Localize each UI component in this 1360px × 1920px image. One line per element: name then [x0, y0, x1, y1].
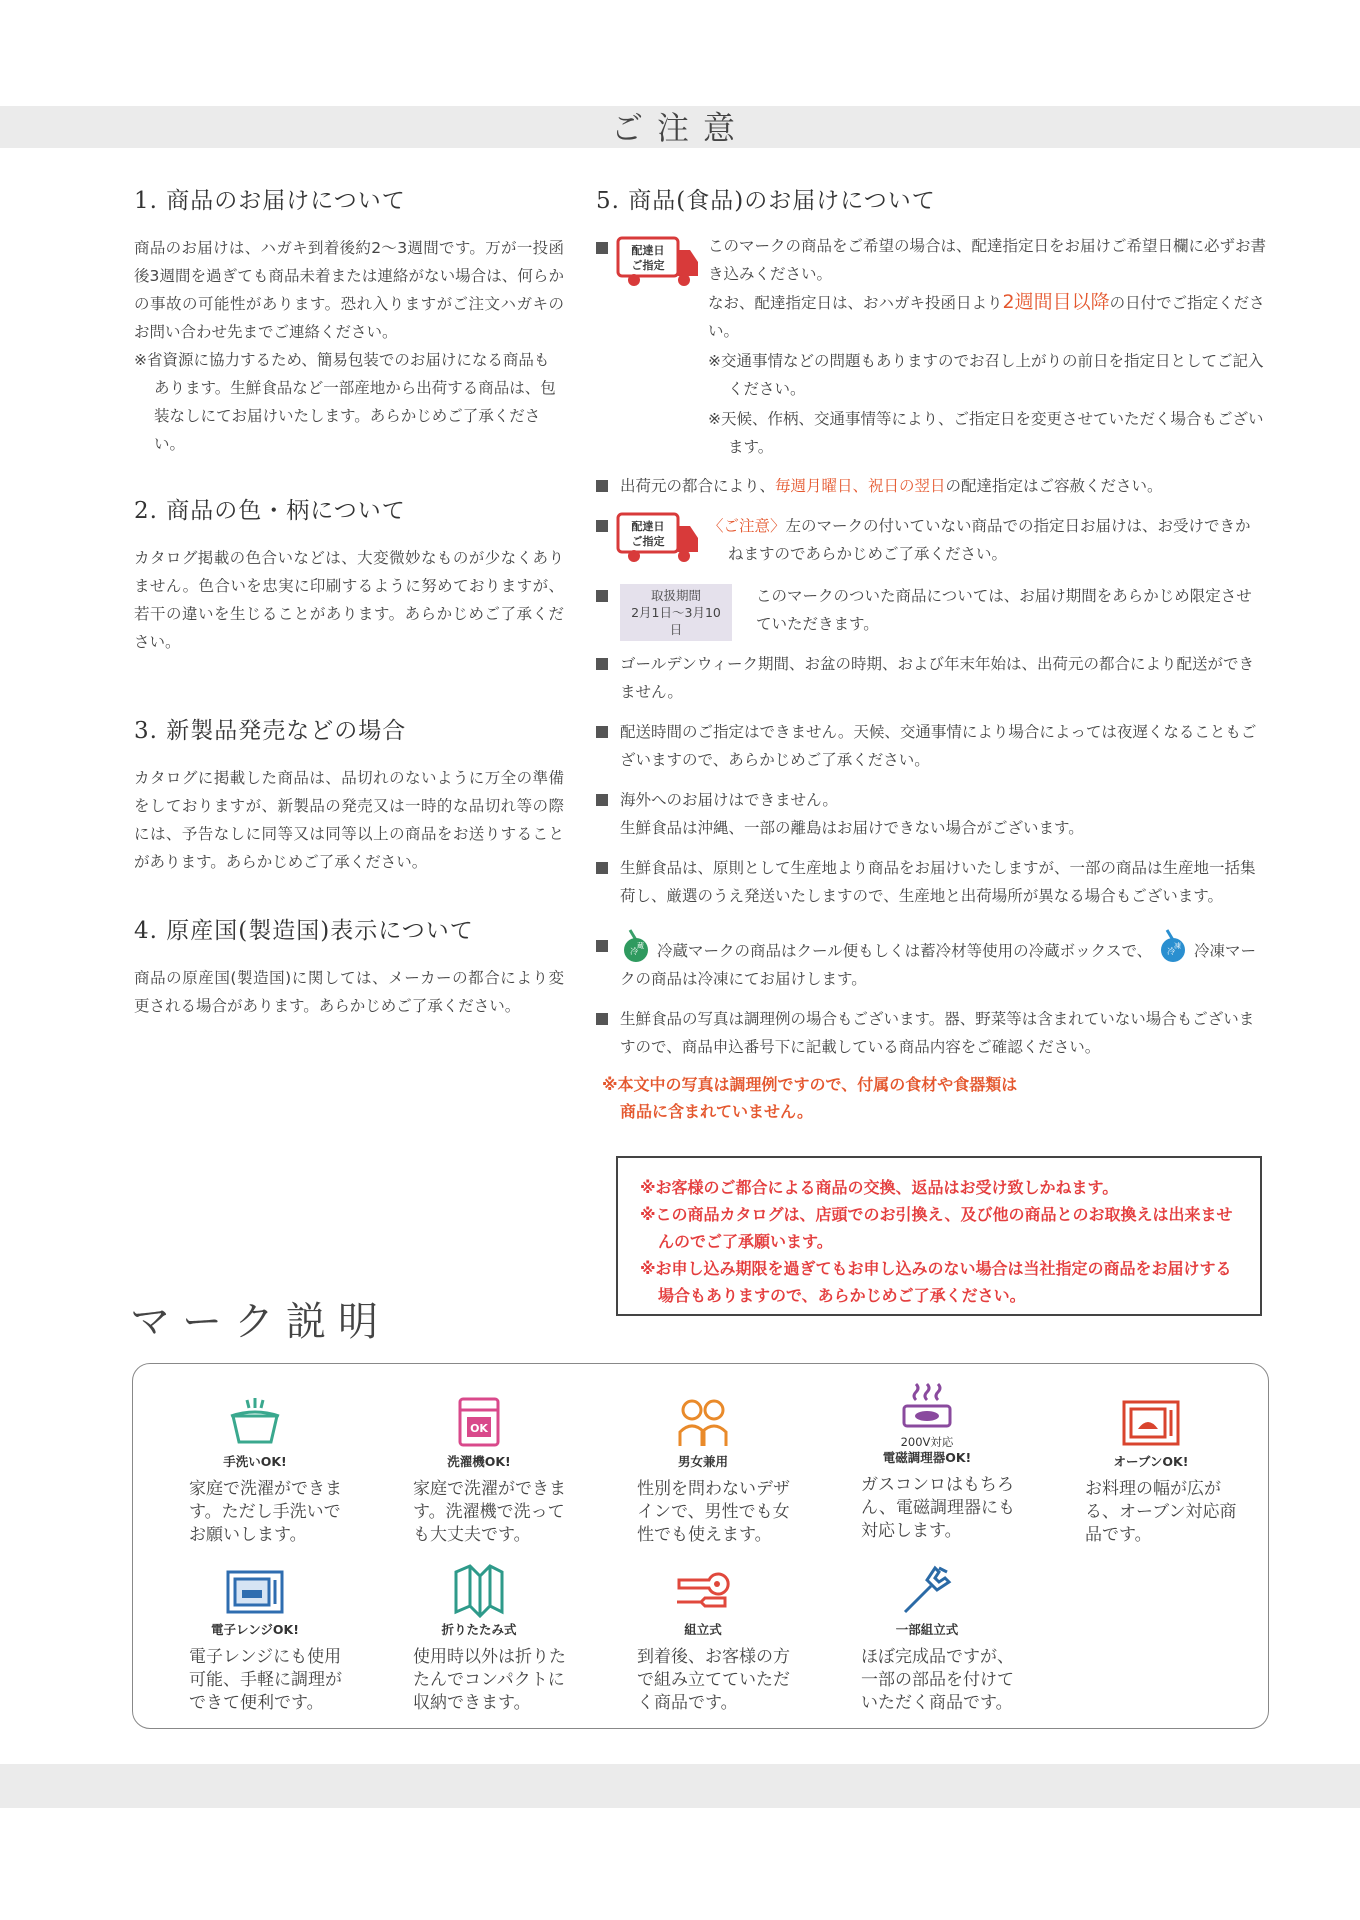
- bullet-square: [596, 726, 608, 738]
- shipping-restriction-item: [596, 472, 1266, 500]
- bullet-square: [596, 480, 608, 492]
- period-limit-item: [596, 582, 1266, 638]
- svg-text:配達日: 配達日: [631, 244, 665, 257]
- period-badge: [620, 584, 732, 641]
- section-origin: [134, 916, 564, 1020]
- item-text-part: の配達指定はご容赦ください。: [945, 477, 1163, 495]
- mark-sub: 200V対応: [900, 1435, 954, 1449]
- item-text: 海外へのお届けはできません。: [620, 791, 838, 809]
- svg-text:蔵: 蔵: [637, 942, 644, 950]
- period-badge-dates: 2月1日～3月10日: [631, 605, 721, 637]
- svg-text:ご指定: ご指定: [631, 535, 665, 548]
- right-column: [596, 186, 1266, 1125]
- section-body: 商品の原産国(製造国)に関しては、メーカーの都合により変更される場合があります。あらかじめご了承ください。: [134, 969, 564, 1015]
- frozen-icon: [1157, 928, 1189, 964]
- warning-line: ※この商品カタログは、店頭でのお引換え、及び他の商品とのお取換えは出来ませんのでご了承願います。: [640, 1205, 1233, 1251]
- mark-name: 洗濯機OK!: [447, 1454, 511, 1469]
- unisex-icon: [676, 1396, 730, 1450]
- mark-name: 電子レンジOK!: [211, 1622, 299, 1637]
- bullet-square: [596, 520, 608, 532]
- item-text-part: なお、配達指定日は、おハガキ投函日より: [708, 294, 1003, 312]
- section-heading-food: 5. 商品(食品)のお届けについて: [596, 188, 936, 214]
- marks-box: [132, 1363, 1269, 1729]
- mark-hand-wash: [155, 1396, 355, 1547]
- page-title: ご注意: [610, 109, 749, 147]
- item-text-part: 冷蔵マークの商品はクール便もしくは蓄冷材等使用の冷蔵ボックスで、: [656, 942, 1153, 960]
- item-text: このマークのついた商品については、お届け期間をあらかじめ限定させていただきます。: [756, 587, 1252, 633]
- delivery-date-item: [596, 232, 1266, 464]
- overseas-item: [596, 786, 1266, 842]
- item-text: 生鮮食品は、原則として生産地より商品をお届けいたしますが、一部の商品は生産地一括集荷し、厳選のうえ発送いたしますので、生産地と出荷場所が異なる場合もございます。: [620, 859, 1256, 905]
- photo-note: [596, 1071, 1266, 1125]
- no-mark-item: [596, 512, 1266, 570]
- folding-icon: [452, 1562, 506, 1618]
- fresh-food-item: [596, 854, 1266, 910]
- bullet-square: [596, 794, 608, 806]
- delivery-time-item: [596, 718, 1266, 774]
- photo-note-line: 商品に含まれていません。: [620, 1102, 813, 1121]
- section-heading: 1. 商品のお届けについて: [134, 188, 406, 214]
- item-text: このマークの商品をご希望の場合は、配達指定日をお届けご希望日欄に必ずお書き込みください。: [708, 237, 1267, 283]
- item-text: 生鮮食品は沖縄、一部の離島はお届けできない場合がございます。: [620, 819, 1084, 837]
- svg-text:冷: 冷: [1167, 947, 1176, 956]
- svg-text:OK: OK: [470, 1422, 488, 1435]
- item-text-part: 冷凍マークの商品は冷凍にてお届けします。: [620, 942, 1257, 988]
- mark-name: 一部組立式: [895, 1622, 959, 1637]
- item-text-part: 左のマークの付いていない商品での指定日お届けは、お受けできかねますのであらかじめご了承ください。: [728, 517, 1251, 563]
- highlight-text: 毎週月曜日、祝日の翌日: [775, 477, 946, 495]
- section-delivery: [134, 186, 564, 458]
- partial-assembly-icon: [899, 1562, 955, 1618]
- warning-box: [616, 1156, 1262, 1316]
- mark-oven: [1051, 1396, 1251, 1547]
- bullet-square: [596, 862, 608, 874]
- induction-cooker-icon: [900, 1380, 954, 1430]
- mark-washing-machine: [379, 1396, 579, 1547]
- mark-assembly: [603, 1564, 803, 1715]
- item-text: 生鮮食品の写真は調理例の場合もございます。器、野菜等は含まれていない場合もございますので、商品申込番号下に記載している商品内容をご確認ください。: [620, 1010, 1255, 1056]
- mark-folding: [379, 1562, 579, 1715]
- mark-name: 折りたたみ式: [441, 1622, 517, 1637]
- section-body: カタログ掲載の色合いなどは、大変微妙なものが少なくありません。色合いを忠実に印刷するように努めておりますが、若干の違いを生じることがあります。あらかじめご了承ください。: [134, 549, 564, 651]
- footer-band: [0, 1764, 1360, 1808]
- mark-desc: 家庭で洗濯ができます。ただし手洗いでお願いします。: [189, 1479, 342, 1545]
- section-heading: 2. 商品の色・柄について: [134, 498, 406, 524]
- photo-note-line: ※本文中の写真は調理例ですので、付属の食材や食器類は: [602, 1075, 1018, 1094]
- bullet-square: [596, 1013, 608, 1025]
- section-body: 商品のお届けは、ハガキ到着後約2～3週間です。万が一投函後3週間を過ぎても商品未着または連絡がない場合は、何らかの事故の可能性があります。恐れ入りますがご注文ハガキのお問い合わせ先までご連絡ください。: [134, 239, 564, 341]
- section-new-products: [134, 716, 564, 876]
- item-text: [708, 512, 1266, 568]
- item-text: ゴールデンウィーク期間、お盆の時期、および年末年始は、出荷元の都合により配送ができません。: [620, 655, 1254, 701]
- delivery-truck-icon: [616, 512, 702, 564]
- holiday-item: [596, 650, 1266, 706]
- bullet-square: [596, 940, 608, 952]
- mark-desc: お料理の幅が広がる、オーブン対応商品です。: [1085, 1479, 1237, 1545]
- period-badge-label: 取扱期間: [650, 588, 701, 603]
- svg-text:配達日: 配達日: [631, 520, 665, 533]
- mark-desc: 電子レンジにも使用可能、手軽に調理ができて便利です。: [189, 1647, 342, 1713]
- mark-partial-assembly: [827, 1562, 1027, 1715]
- item-text: [620, 928, 1266, 993]
- mark-desc: ガスコンロはもちろん、電磁調理器にも対応します。: [861, 1475, 1016, 1541]
- microwave-icon: [225, 1568, 285, 1618]
- bullet-square: [596, 590, 608, 602]
- mark-name: 組立式: [684, 1622, 722, 1637]
- washing-machine-icon: [457, 1396, 501, 1450]
- section-heading: 3. 新製品発売などの場合: [134, 718, 407, 744]
- mark-desc: 到着後、お客様の方で組み立てていただく商品です。: [637, 1647, 790, 1713]
- mark-induction: [827, 1380, 1027, 1543]
- left-column: [134, 186, 564, 1050]
- mark-unisex: [603, 1396, 803, 1547]
- mark-name: オーブンOK!: [1113, 1454, 1189, 1469]
- warning-line: ※お客様のご都合による商品の交換、返品はお受け致しかねます。: [640, 1178, 1119, 1197]
- warning-line: ※お申し込み期限を過ぎてもお申し込みのない場合は当社指定の商品をお届けする場合もありますので、あらかじめご了承ください。: [640, 1259, 1232, 1305]
- svg-text:凍: 凍: [1174, 942, 1182, 950]
- item-note: ※交通事情などの問題もありますのでお召し上がりの前日を指定日としてご記入ください。: [708, 352, 1264, 398]
- section-color: [134, 496, 564, 656]
- mark-name: 手洗いOK!: [223, 1454, 287, 1469]
- assembly-icon: [673, 1564, 733, 1618]
- refrigerated-icon: [620, 928, 652, 964]
- item-text: [708, 288, 1266, 345]
- marks-title: マーク説明: [130, 1299, 390, 1345]
- highlight-text: 2週間目以降: [1002, 291, 1110, 313]
- item-note: ※天候、作柄、交通事情等により、ご指定日を変更させていただく場合もございます。: [708, 410, 1264, 456]
- svg-text:ご指定: ご指定: [631, 259, 665, 272]
- mark-desc: 性別を問わないデザインで、男性でも女性でも使えます。: [637, 1479, 790, 1545]
- section-note: ※省資源に協力するため、簡易包装でのお届けになる商品もあります。生鮮食品など一部産地から出荷する商品は、包装なしにてお届けいたします。あらかじめご了承ください。: [134, 351, 556, 453]
- photo-item: [596, 1005, 1266, 1061]
- mark-name: 男女兼用: [677, 1454, 728, 1469]
- cold-storage-item: [596, 928, 1266, 993]
- section-heading: 4. 原産国(製造国)表示について: [134, 918, 474, 944]
- svg-text:冷: 冷: [630, 947, 638, 956]
- bullet-square: [596, 658, 608, 670]
- mark-desc: 使用時以外は折りたたんでコンパクトに収納できます。: [413, 1647, 566, 1713]
- mark-desc: ほぼ完成品ですが、一部の部品を付けていただく商品です。: [861, 1647, 1014, 1713]
- item-text-part: の日付でご指定ください。: [708, 294, 1265, 340]
- mark-name: 電磁調理器OK!: [882, 1450, 972, 1465]
- section-body: カタログに掲載した商品は、品切れのないように万全の準備をしておりますが、新製品の発売又は一時的な品切れ等の際には、予告なしに同等又は同等以上の商品をお送りすることがあります。あらかじめご了承ください。: [134, 769, 564, 871]
- mark-desc: 家庭で洗濯ができます。洗濯機で洗っても大丈夫です。: [413, 1479, 566, 1545]
- item-text-part: 出荷元の都合により、: [620, 477, 776, 495]
- mark-microwave: [155, 1568, 355, 1715]
- oven-icon: [1121, 1396, 1181, 1450]
- item-text: 配送時間のご指定はできません。天候、交通事情により場合によっては夜遅くなることもございますので、あらかじめご了承ください。: [620, 723, 1257, 769]
- highlight-text: 〈ご注意〉: [708, 517, 786, 535]
- bullet-square: [596, 242, 608, 254]
- hand-wash-icon: [225, 1396, 285, 1450]
- delivery-truck-icon: [616, 236, 702, 288]
